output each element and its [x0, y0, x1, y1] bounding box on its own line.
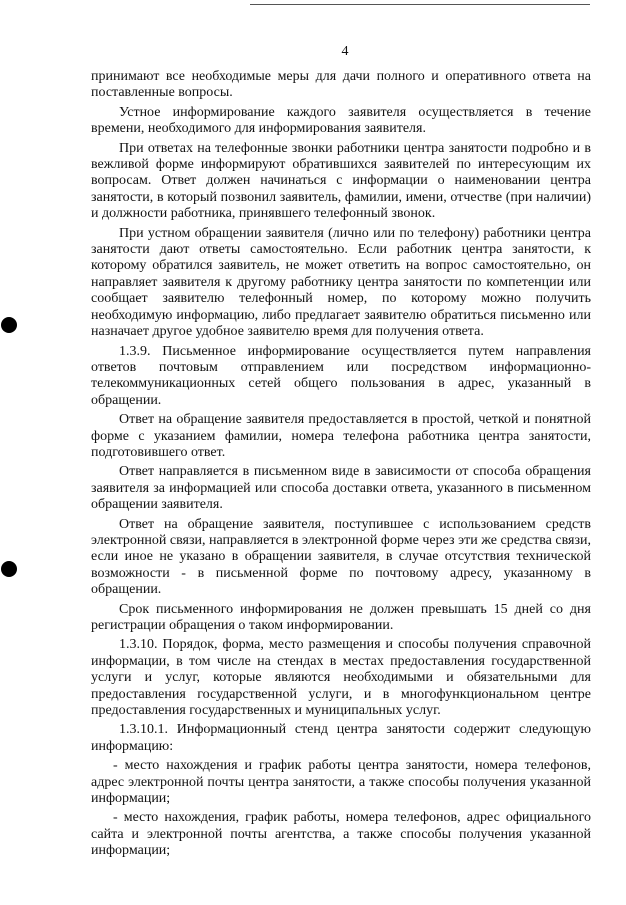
- paragraph-phone-calls: При ответах на телефонные звонки работники центра занятости подробно и в вежливой форме информируют обратившихся заявителей по интересующим их вопросам. Ответ должен начинаться с информации о наименовании центра занятости, в который позвонил заявитель, фамилии, имени, отчестве (при наличии) и должности работника, принявшего телефонный звонок.: [91, 140, 591, 222]
- paragraph-1-3-10: 1.3.10. Порядок, форма, место размещения и способы получения справочной информации, в том числе на стендах в местах предоставления государственной услуги и услуг, которые являются необходимыми и обязательными для предоставления государственной услуги, и в многофункциональном центре предоставления государственных и муниципальных услуг.: [91, 637, 591, 719]
- top-rule: [250, 4, 590, 5]
- paragraph-electronic-answer: Ответ на обращение заявителя, поступившее с использованием средств электронной связи, направляется в электронной форме через эти же средства связи, если иное не указано в обращении заявителя, в случае отсутствия технической возможности - в письменной форме по почтовому адресу, указанному в обращении.: [91, 516, 591, 598]
- paragraph-deadline: Срок письменного информирования не должен превышать 15 дней со дня регистрации обращения о таком информировании.: [91, 601, 591, 633]
- list-item: - место нахождения и график работы центра занятости, номера телефонов, адрес электронной почты центра занятости, а также способы получения указанной информации;: [91, 758, 591, 807]
- paragraph-1-3-10-1: 1.3.10.1. Информационный стенд центра занятости содержит следующую информацию:: [91, 722, 591, 754]
- page-number: 4: [341, 44, 349, 59]
- paragraph-continuation: принимают все необходимые меры для дачи полного и оперативного ответа на поставленные вопросы.: [91, 69, 591, 101]
- list-item: - место нахождения, график работы, номера телефонов, адрес официального сайта и электронной почты агентства, а также способы получения указанной информации;: [91, 810, 591, 859]
- paragraph-oral-informing: Устное информирование каждого заявителя осуществляется в течение времени, необходимого для информирования заявителя.: [91, 104, 591, 137]
- paragraph-oral-appeal: При устном обращении заявителя (лично или по телефону) работники центра занятости дают ответы самостоятельно. Если работник центра занятости, к которому обратился заявитель, не может ответить на вопрос самостоятельно, он направляет заявителя к другому работнику центра занятости по компетенции или сообщает заявителю телефонный номер, по которому можно получить необходимую информацию, либо предлагает заявителю обратиться письменно или назначает другое удобное заявителю время для получения ответа.: [91, 225, 591, 340]
- paragraph-answer-form: Ответ на обращение заявителя предоставляется в простой, четкой и понятной форме с указанием фамилии, номера телефона работника центра занятости, подготовившего ответ.: [91, 412, 591, 460]
- paragraph-1-3-9: 1.3.9. Письменное информирование осуществляется путем направления ответов почтовым отправлением или посредством информационно-телекоммуникационных сетей общего пользования в адрес, указанный в обращении.: [91, 343, 591, 408]
- punch-hole: [1, 317, 17, 333]
- punch-hole: [1, 561, 17, 577]
- document-body: [91, 69, 591, 863]
- paragraph-answer-sent: Ответ направляется в письменном виде в зависимости от способа обращения заявителя за информацией или способа доставки ответа, указанного в письменном обращении заявителя.: [91, 464, 591, 513]
